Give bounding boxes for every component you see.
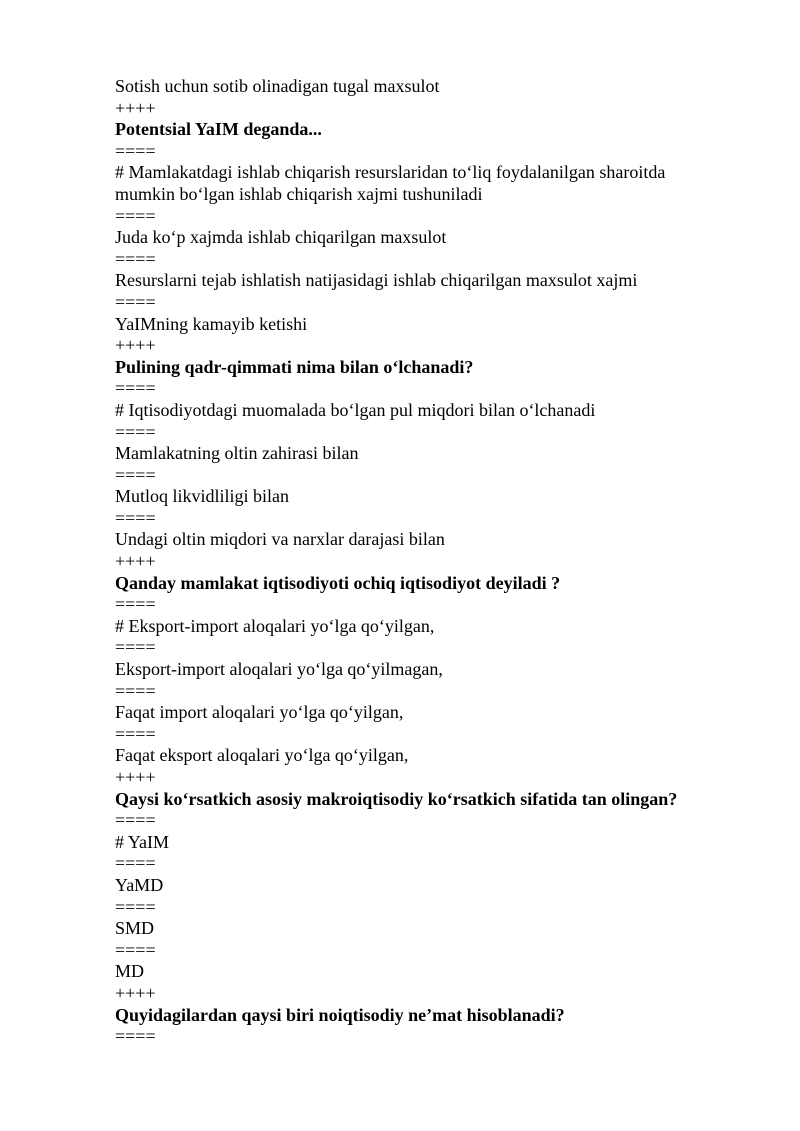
separator-equals: ====	[115, 680, 156, 701]
separator-equals: ====	[115, 723, 156, 744]
separator-equals: ====	[115, 421, 156, 442]
correct-answer-line: # Iqtisodiyotdagi muomalada bo‘lgan pul miqdori bilan o‘lchanadi	[115, 399, 596, 420]
answer-option: Faqat eksport aloqalari yo‘lga qo‘yilgan,	[115, 745, 409, 766]
separator-equals: ====	[115, 853, 156, 874]
separator-equals: ====	[115, 291, 156, 312]
answer-option: Mutloq likvidliligi bilan	[115, 486, 290, 507]
separator-equals: ====	[115, 896, 156, 917]
correct-answer-line-continued: mumkin bo‘lgan ishlab chiqarish xajmi tushuniladi	[115, 183, 483, 204]
text-line: Sotish uchun sotib olinadigan tugal maxsulot	[115, 76, 440, 96]
answer-option: Faqat import aloqalari yo‘lga qo‘yilgan,	[115, 702, 404, 723]
answer-option: Undagi oltin miqdori va narxlar darajasi bilan	[115, 529, 445, 550]
answer-option: Juda ko‘p xajmda ishlab chiqarilgan maxsulot	[115, 227, 447, 248]
separator-equals: ====	[115, 939, 156, 960]
answer-option: Mamlakatning oltin zahirasi bilan	[115, 443, 359, 464]
separator-equals: ====	[115, 140, 156, 161]
separator-equals: ====	[115, 378, 156, 399]
separator-plus: ++++	[115, 767, 156, 787]
separator-equals: ====	[115, 464, 156, 485]
separator-equals: ====	[115, 248, 156, 269]
question-heading: Qaysi ko‘rsatkich asosiy makroiqtisodiy ko‘rsatkich sifatida tan olingan?	[115, 788, 678, 809]
separator-equals: ====	[115, 205, 156, 226]
correct-answer-line: # Mamlakatdagi ishlab chiqarish resurslaridan to‘liq foydalanilgan sharoitda	[115, 162, 666, 183]
answer-option: Resurslarni tejab ishlatish natijasidagi ishlab chiqarilgan maxsulot xajmi	[115, 270, 638, 291]
answer-option: YaMD	[115, 874, 164, 895]
document-page	[115, 76, 735, 1048]
separator-plus: ++++	[115, 982, 156, 1003]
question-heading: Quyidagilardan qaysi biri noiqtisodiy ne’mat hisoblanadi?	[115, 1004, 565, 1025]
question-heading: Pulining qadr-qimmati nima bilan o‘lchanadi?	[115, 356, 474, 377]
answer-option: MD	[115, 961, 145, 982]
separator-plus: ++++	[115, 97, 156, 118]
answer-option: SMD	[115, 918, 155, 939]
separator-equals: ====	[115, 1026, 156, 1047]
separator-equals: ====	[115, 594, 156, 615]
separator-plus: ++++	[115, 551, 156, 572]
separator-equals: ====	[115, 810, 156, 831]
correct-answer-line: # YaIM	[115, 831, 170, 852]
separator-equals: ====	[115, 507, 156, 528]
question-heading: Qanday mamlakat iqtisodiyoti ochiq iqtisodiyot deyiladi ?	[115, 572, 561, 593]
answer-option: YaIMning kamayib ketishi	[115, 313, 308, 334]
correct-answer-line: # Eksport-import aloqalari yo‘lga qo‘yilgan,	[115, 615, 435, 636]
question-heading: Potentsial YaIM deganda...	[115, 119, 322, 140]
separator-equals: ====	[115, 637, 156, 658]
separator-plus: ++++	[115, 335, 156, 356]
answer-option: Eksport-import aloqalari yo‘lga qo‘yilmagan,	[115, 659, 443, 680]
